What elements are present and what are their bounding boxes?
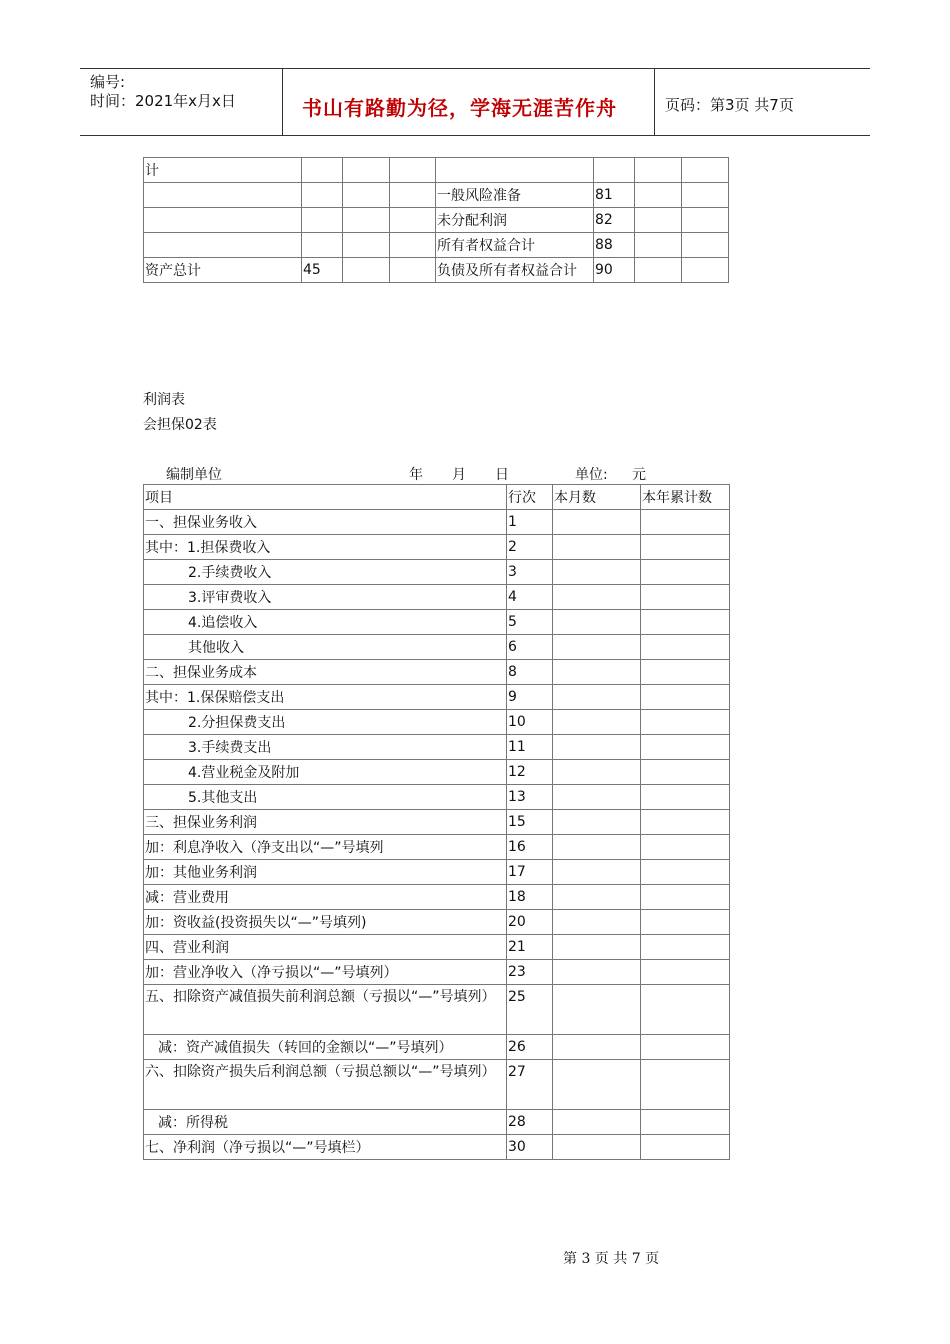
- balance-sheet-cell: [436, 158, 594, 183]
- table-row: [144, 910, 730, 935]
- balance-sheet-row: [144, 258, 729, 283]
- column-header: 项目: [144, 485, 507, 510]
- table-row: [144, 610, 730, 635]
- row-ytd-value: [641, 610, 730, 635]
- row-current-month-value: [553, 1060, 641, 1110]
- balance-sheet-table: [143, 157, 729, 283]
- balance-sheet-cell: [302, 208, 343, 233]
- row-line-number: 15: [507, 810, 553, 835]
- row-current-month-value: [553, 785, 641, 810]
- row-line-number: 9: [507, 685, 553, 710]
- row-ytd-value: [641, 810, 730, 835]
- balance-sheet-cell: [343, 208, 390, 233]
- row-line-number: 13: [507, 785, 553, 810]
- row-ytd-value: [641, 785, 730, 810]
- row-item-label: 四、营业利润: [144, 935, 507, 960]
- row-item-label: 减：营业费用: [144, 885, 507, 910]
- table-row: [144, 1060, 730, 1110]
- table-row: [144, 685, 730, 710]
- balance-sheet-cell: [144, 183, 302, 208]
- header-divider: [654, 68, 655, 135]
- row-current-month-value: [553, 960, 641, 985]
- row-line-number: 26: [507, 1035, 553, 1060]
- row-line-number: 20: [507, 910, 553, 935]
- column-header: 本年累计数: [641, 485, 730, 510]
- balance-sheet-cell: [390, 208, 436, 233]
- balance-sheet-cell: [635, 208, 682, 233]
- balance-sheet-cell: [302, 233, 343, 258]
- row-ytd-value: [641, 535, 730, 560]
- row-line-number: 3: [507, 560, 553, 585]
- row-line-number: 12: [507, 760, 553, 785]
- preparer-unit-label: 编制单位: [166, 467, 222, 483]
- balance-sheet-cell: 所有者权益合计: [436, 233, 594, 258]
- row-line-number: 10: [507, 710, 553, 735]
- row-ytd-value: [641, 635, 730, 660]
- table-row: [144, 1110, 730, 1135]
- row-line-number: 4: [507, 585, 553, 610]
- balance-sheet-cell: 82: [594, 208, 635, 233]
- row-item-label: 2.手续费收入: [144, 560, 507, 585]
- row-ytd-value: [641, 760, 730, 785]
- row-item-label: 4.追偿收入: [144, 610, 507, 635]
- row-ytd-value: [641, 910, 730, 935]
- row-item-label: 加：其他业务利润: [144, 860, 507, 885]
- row-line-number: 18: [507, 885, 553, 910]
- row-line-number: 11: [507, 735, 553, 760]
- balance-sheet-cell: 未分配利润: [436, 208, 594, 233]
- row-current-month-value: [553, 635, 641, 660]
- balance-sheet-cell: [635, 233, 682, 258]
- row-line-number: 27: [507, 1060, 553, 1110]
- row-item-label: 二、担保业务成本: [144, 660, 507, 685]
- balance-sheet-cell: [390, 258, 436, 283]
- document-number-label: 编号:: [90, 73, 126, 91]
- balance-sheet-cell: [682, 183, 729, 208]
- row-item-label: 加：利息净收入（净支出以“—”号填列: [144, 835, 507, 860]
- table-row: [144, 1035, 730, 1060]
- row-line-number: 17: [507, 860, 553, 885]
- row-ytd-value: [641, 735, 730, 760]
- balance-sheet-cell: [343, 258, 390, 283]
- row-ytd-value: [641, 1135, 730, 1160]
- balance-sheet-cell: [682, 233, 729, 258]
- row-ytd-value: [641, 560, 730, 585]
- row-current-month-value: [553, 685, 641, 710]
- balance-sheet-cell: [343, 183, 390, 208]
- balance-sheet-cell: 资产总计: [144, 258, 302, 283]
- row-item-label: 五、扣除资产减值损失前利润总额（亏损以“—”号填列）: [144, 985, 507, 1035]
- row-current-month-value: [553, 1135, 641, 1160]
- balance-sheet-row: [144, 183, 729, 208]
- table-row: [144, 860, 730, 885]
- balance-sheet-cell: 45: [302, 258, 343, 283]
- row-current-month-value: [553, 810, 641, 835]
- year-label: 年: [409, 467, 423, 483]
- balance-sheet-cell: [343, 158, 390, 183]
- balance-sheet-cell: 计: [144, 158, 302, 183]
- table-row: [144, 535, 730, 560]
- row-current-month-value: [553, 885, 641, 910]
- row-current-month-value: [553, 510, 641, 535]
- row-current-month-value: [553, 535, 641, 560]
- table-row: [144, 885, 730, 910]
- row-ytd-value: [641, 1060, 730, 1110]
- income-statement-table: [143, 484, 730, 1160]
- currency-unit: 元: [632, 467, 646, 483]
- balance-sheet-cell: [682, 258, 729, 283]
- row-line-number: 2: [507, 535, 553, 560]
- row-item-label: 减：所得税: [144, 1110, 507, 1135]
- table-row: [144, 835, 730, 860]
- row-item-label: 其中：1.保保赔偿支出: [144, 685, 507, 710]
- table-row: [144, 985, 730, 1035]
- row-item-label: 加：资收益(投资损失以“—”号填列): [144, 910, 507, 935]
- row-item-label: 一、担保业务收入: [144, 510, 507, 535]
- row-ytd-value: [641, 885, 730, 910]
- row-ytd-value: [641, 835, 730, 860]
- header-bottom-rule: [80, 135, 870, 136]
- balance-sheet-cell: [682, 208, 729, 233]
- row-item-label: 3.手续费支出: [144, 735, 507, 760]
- balance-sheet-cell: [144, 208, 302, 233]
- row-current-month-value: [553, 1110, 641, 1135]
- column-header: 本月数: [553, 485, 641, 510]
- row-current-month-value: [553, 910, 641, 935]
- page-footer: 第 3 页 共 7 页: [563, 1251, 660, 1267]
- balance-sheet-cell: [144, 233, 302, 258]
- balance-sheet-cell: [390, 233, 436, 258]
- row-current-month-value: [553, 985, 641, 1035]
- day-label: 日: [495, 467, 509, 483]
- row-item-label: 六、扣除资产损失后利润总额（亏损总额以“—”号填列）: [144, 1060, 507, 1110]
- row-item-label: 三、担保业务利润: [144, 810, 507, 835]
- income-statement-code: 会担保02表: [143, 417, 217, 433]
- row-current-month-value: [553, 860, 641, 885]
- row-ytd-value: [641, 985, 730, 1035]
- table-row: [144, 760, 730, 785]
- row-line-number: 5: [507, 610, 553, 635]
- row-current-month-value: [553, 610, 641, 635]
- row-ytd-value: [641, 585, 730, 610]
- row-ytd-value: [641, 960, 730, 985]
- table-row: [144, 660, 730, 685]
- balance-sheet-cell: [635, 258, 682, 283]
- month-label: 月: [452, 467, 466, 483]
- row-line-number: 8: [507, 660, 553, 685]
- row-current-month-value: [553, 710, 641, 735]
- header-page-info: 页码：第3页 共7页: [665, 96, 794, 114]
- row-item-label: 其他收入: [144, 635, 507, 660]
- balance-sheet-cell: [594, 158, 635, 183]
- balance-sheet-cell: [635, 183, 682, 208]
- row-ytd-value: [641, 1035, 730, 1060]
- row-current-month-value: [553, 560, 641, 585]
- table-row: [144, 1135, 730, 1160]
- header-top-rule: [80, 68, 870, 69]
- column-header: 行次: [507, 485, 553, 510]
- balance-sheet-row: [144, 233, 729, 258]
- table-row: [144, 810, 730, 835]
- currency-label: 单位:: [575, 467, 608, 483]
- balance-sheet-cell: 一般风险准备: [436, 183, 594, 208]
- header-divider: [282, 68, 283, 135]
- row-current-month-value: [553, 935, 641, 960]
- table-row: [144, 635, 730, 660]
- row-line-number: 25: [507, 985, 553, 1035]
- table-row: [144, 785, 730, 810]
- row-ytd-value: [641, 510, 730, 535]
- income-statement-header-row: [144, 485, 730, 510]
- header-motto: 书山有路勤为径，学海无涯苦作舟: [302, 96, 617, 120]
- row-line-number: 16: [507, 835, 553, 860]
- row-ytd-value: [641, 710, 730, 735]
- balance-sheet-cell: [302, 158, 343, 183]
- row-line-number: 30: [507, 1135, 553, 1160]
- row-item-label: 2.分担保费支出: [144, 710, 507, 735]
- row-line-number: 23: [507, 960, 553, 985]
- balance-sheet-cell: [302, 183, 343, 208]
- row-current-month-value: [553, 585, 641, 610]
- row-line-number: 1: [507, 510, 553, 535]
- balance-sheet-cell: 90: [594, 258, 635, 283]
- row-item-label: 5.其他支出: [144, 785, 507, 810]
- row-current-month-value: [553, 1035, 641, 1060]
- balance-sheet-row: [144, 158, 729, 183]
- balance-sheet-cell: 81: [594, 183, 635, 208]
- row-item-label: 加：营业净收入（净亏损以“—”号填列）: [144, 960, 507, 985]
- row-ytd-value: [641, 1110, 730, 1135]
- row-current-month-value: [553, 835, 641, 860]
- row-item-label: 3.评审费收入: [144, 585, 507, 610]
- row-current-month-value: [553, 760, 641, 785]
- row-item-label: 4.营业税金及附加: [144, 760, 507, 785]
- balance-sheet-cell: 88: [594, 233, 635, 258]
- row-item-label: 减：资产减值损失（转回的金额以“—”号填列）: [144, 1035, 507, 1060]
- table-row: [144, 510, 730, 535]
- balance-sheet-cell: 负债及所有者权益合计: [436, 258, 594, 283]
- balance-sheet-row: [144, 208, 729, 233]
- row-line-number: 28: [507, 1110, 553, 1135]
- balance-sheet-cell: [390, 183, 436, 208]
- row-current-month-value: [553, 660, 641, 685]
- document-time-label: 时间：2021年x月x日: [90, 92, 236, 110]
- row-ytd-value: [641, 935, 730, 960]
- table-row: [144, 710, 730, 735]
- balance-sheet-cell: [390, 158, 436, 183]
- table-row: [144, 960, 730, 985]
- row-ytd-value: [641, 860, 730, 885]
- row-item-label: 其中：1.担保费收入: [144, 535, 507, 560]
- balance-sheet-cell: [682, 158, 729, 183]
- row-current-month-value: [553, 735, 641, 760]
- table-row: [144, 585, 730, 610]
- balance-sheet-cell: [635, 158, 682, 183]
- table-row: [144, 935, 730, 960]
- row-item-label: 七、净利润（净亏损以“—”号填栏）: [144, 1135, 507, 1160]
- row-line-number: 6: [507, 635, 553, 660]
- table-row: [144, 560, 730, 585]
- row-ytd-value: [641, 660, 730, 685]
- row-line-number: 21: [507, 935, 553, 960]
- balance-sheet-cell: [343, 233, 390, 258]
- row-ytd-value: [641, 685, 730, 710]
- table-row: [144, 735, 730, 760]
- income-statement-title: 利润表: [143, 392, 185, 408]
